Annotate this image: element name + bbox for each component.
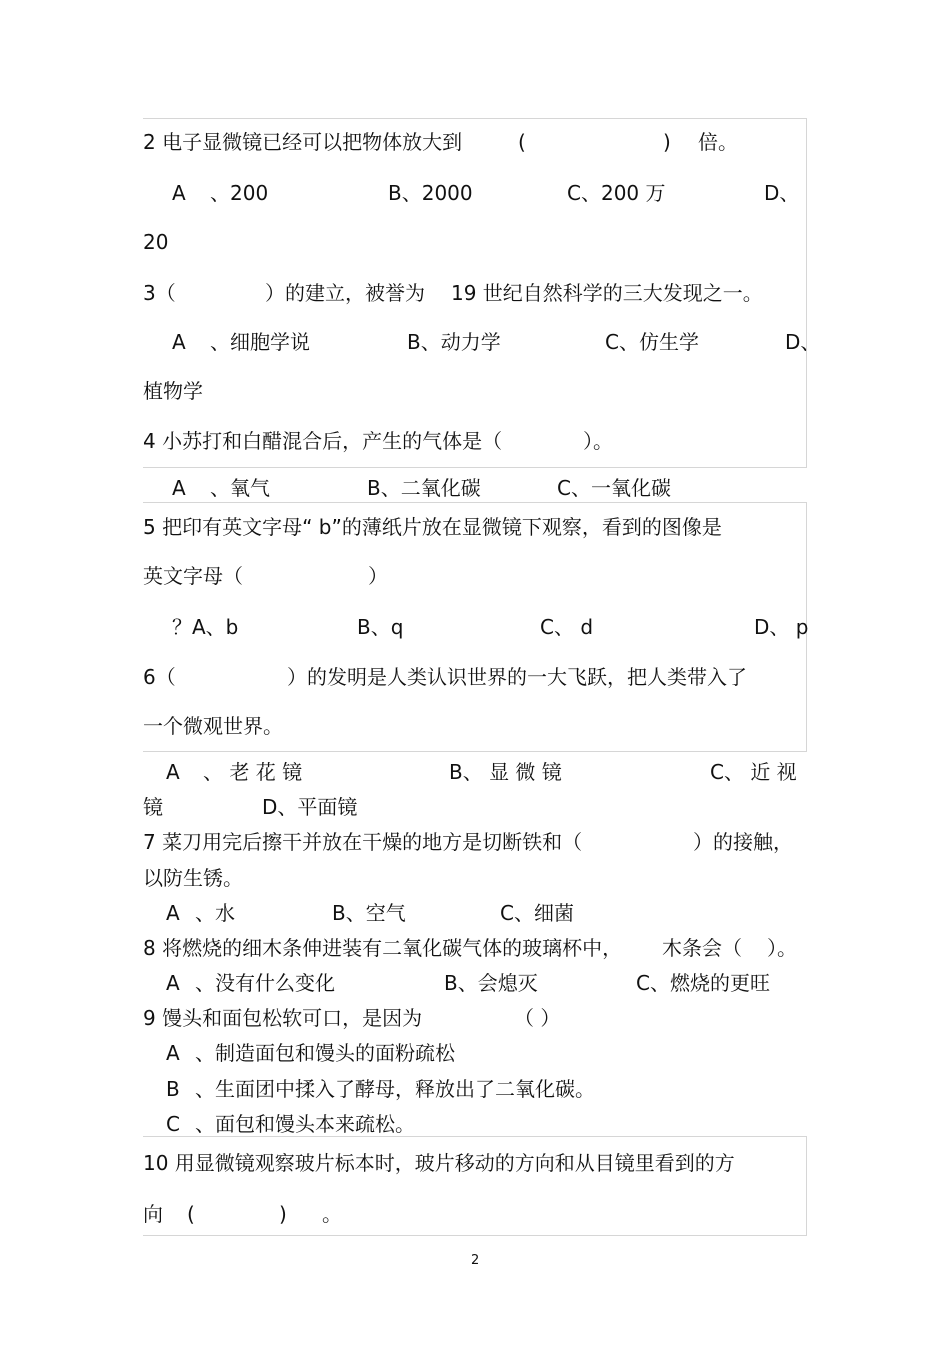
question-5-option-b: B、q [357,615,404,639]
question-3-option-c: C、仿生学 [605,330,699,354]
question-5-option-d: D、 p [754,615,809,639]
question-3-tail: 19 世纪自然科学的三大发现之一。 [451,281,763,305]
question-3-number: 3（ [143,281,176,305]
question-6-stem: ）的发明是人类认识世界的一大飞跃，把人类带入了 [287,665,747,689]
question-3-option-d-text: 植物学 [143,379,203,403]
question-8-option-a: 、没有什么变化 [195,971,335,995]
question-6-option-a-letter: A [166,760,180,784]
question-7-option-c: C、细菌 [500,901,574,925]
question-7-stem-line2: 以防生锈。 [143,866,243,890]
question-9-option-a-letter: A [166,1041,180,1065]
question-2-option-d-text: 20 [143,230,169,254]
question-9-option-a: 、制造面包和馒头的面粉疏松 [195,1041,455,1065]
question-8-option-a-letter: A [166,971,180,995]
question-2-option-c: C、200 万 [567,181,666,205]
question-2-option-a-letter: A [172,181,186,205]
question-10-paren-open: ( [187,1202,195,1226]
question-3-option-a: 、细胞学说 [210,330,310,354]
question-10-paren-close: ) [279,1202,287,1226]
question-9-paren: （ ） [514,1006,561,1030]
question-7-stem-close: ）的接触， [693,830,793,854]
question-5-paren-close: ） [368,564,388,588]
question-2-stem: 2 电子显微镜已经可以把物体放大到 [143,130,463,154]
question-7-option-a-letter: A [166,901,180,925]
question-5-stem-line2: 英文字母（ [143,564,243,588]
question-2-paren-close: ) [663,130,671,154]
question-4-option-a-letter: A [172,476,186,500]
question-7-option-b: B、空气 [332,901,406,925]
question-3-option-a-letter: A [172,330,186,354]
question-8-stem: 8 将燃烧的细木条伸进装有二氧化碳气体的玻璃杯中， [143,936,623,960]
question-3-option-d: D、 [785,330,821,354]
question-9-stem: 9 馒头和面包松软可口，是因为 [143,1006,423,1030]
question-7-option-a: 、水 [195,901,235,925]
question-8-option-b: B、会熄灭 [444,971,538,995]
question-6-number: 6（ [143,665,176,689]
question-7-stem: 7 菜刀用完后擦干并放在干燥的地方是切断铁和（ [143,830,583,854]
question-8-tail-close: ）。 [767,936,797,960]
question-5-stem: 5 把印有英文字母“ b”的薄纸片放在显微镜下观察，看到的图像是 [143,515,722,539]
question-10-stem-line2: 向 [143,1202,163,1226]
question-2-tail: 倍。 [698,130,738,154]
question-2-option-a: 、200 [210,181,269,205]
question-3-option-b: B、动力学 [407,330,501,354]
question-4-option-a: 、氧气 [210,476,270,500]
question-9-option-b-letter: B [166,1077,180,1101]
question-4-option-c: C、一氧化碳 [557,476,671,500]
question-9-option-b: 、生面团中揉入了酵母，释放出了二氧化碳。 [195,1077,595,1101]
page-number: 2 [471,1253,480,1268]
question-3-stem: ）的建立，被誉为 [265,281,425,305]
question-10-tail: 。 [322,1202,342,1226]
question-9-option-c-letter: C [166,1112,180,1136]
question-10-stem: 10 用显微镜观察玻片标本时，玻片移动的方向和从目镜里看到的方 [143,1151,735,1175]
question-2-option-d: D、 [764,181,800,205]
question-4-option-b: B、二氧化碳 [367,476,481,500]
question-5-option-a: ？A、b [172,615,239,639]
question-4-tail: ）。 [583,429,613,453]
question-5-option-c: C、 d [540,615,594,639]
question-2-option-b: B、2000 [388,181,473,205]
question-6-stem-line2: 一个微观世界。 [143,714,283,738]
question-6-option-c: C、 近 视 [710,760,797,784]
question-6-option-c-wrap: 镜 [143,795,163,819]
question-9-option-c: 、面包和馒头本来疏松。 [195,1112,415,1136]
question-6-option-d: D、平面镜 [262,795,358,819]
question-8-option-c: C、燃烧的更旺 [636,971,770,995]
question-2-paren-open: ( [518,130,526,154]
question-8-tail: 木条会（ [662,936,742,960]
question-6-option-b: B、 显 微 镜 [449,760,562,784]
question-4-stem: 4 小苏打和白醋混合后，产生的气体是（ [143,429,503,453]
question-6-option-a: 、 老 花 镜 [203,760,303,784]
